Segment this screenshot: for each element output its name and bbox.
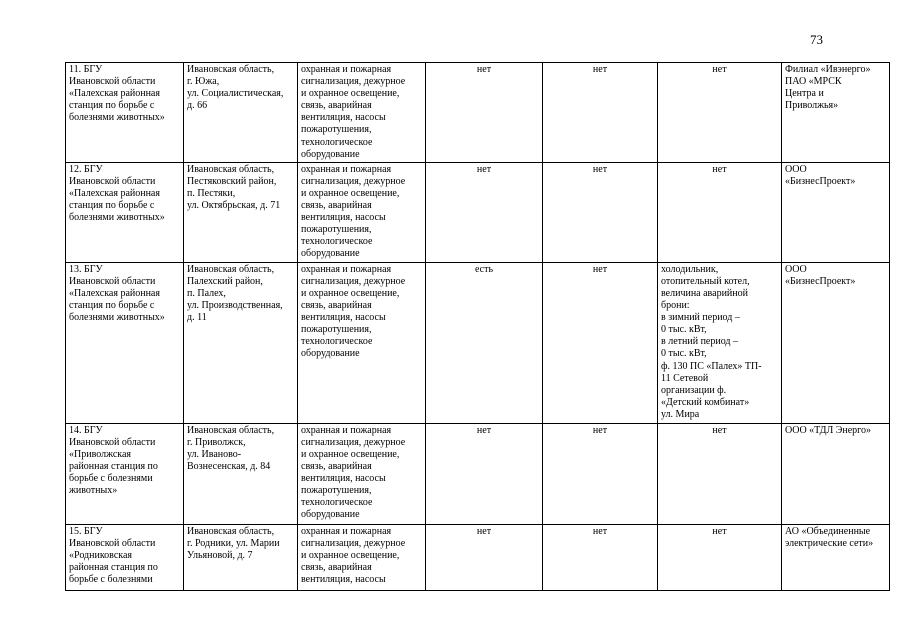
col5-cell: нет [543,162,658,262]
col4-cell: нет [426,423,543,524]
col5-cell: нет [543,262,658,423]
org-cell: 13. БГУ Ивановской области «Палехская районная станция по борьбе с болезнями животных» [66,262,184,423]
org-cell: 14. БГУ Ивановской области «Приволжская районная станция по борьбе с болезнями животных» [66,423,184,524]
col6-cell: нет [658,63,782,163]
address-cell: Ивановская область, Пестяковский район, п. Пестяки, ул. Октябрьская, д. 71 [184,162,298,262]
org-cell: 15. БГУ Ивановской области «Родниковская районная станция по борьбе с болезнями [66,524,184,590]
org-cell: 12. БГУ Ивановской области «Палехская районная станция по борьбе с болезнями животных» [66,162,184,262]
col5-cell: нет [543,423,658,524]
table-row [66,524,890,590]
org-cell: 11. БГУ Ивановской области «Палехская районная станция по борьбе с болезнями животных» [66,63,184,163]
address-cell: Ивановская область, Палехский район, п. Палех, ул. Производственная, д. 11 [184,262,298,423]
systems-cell: охранная и пожарная сигнализация, дежурное и охранное освещение, связь, аварийная вентиляция, насосы пожаротушения, технологическое оборудование [298,162,426,262]
table-row [66,162,890,262]
supplier-cell: ООО «БизнесПроект» [782,162,890,262]
col4-cell: нет [426,524,543,590]
col4-cell: нет [426,162,543,262]
address-cell: Ивановская область, г. Родники, ул. Марии Ульяновой, д. 7 [184,524,298,590]
supplier-cell: ООО «ТДЛ Энерго» [782,423,890,524]
col5-cell: нет [543,524,658,590]
col5-cell: нет [543,63,658,163]
facilities-table [65,62,890,591]
table-row [66,63,890,163]
address-cell: Ивановская область, г. Южа, ул. Социалистическая, д. 66 [184,63,298,163]
systems-cell: охранная и пожарная сигнализация, дежурное и охранное освещение, связь, аварийная вентиляция, насосы пожаротушения, технологическое оборудование [298,262,426,423]
systems-cell: охранная и пожарная сигнализация, дежурное и охранное освещение, связь, аварийная вентиляция, насосы пожаротушения, технологическое оборудование [298,63,426,163]
col6-cell: нет [658,162,782,262]
col6-cell: нет [658,524,782,590]
table-row [66,262,890,423]
col6-cell: нет [658,423,782,524]
address-cell: Ивановская область, г. Приволжск, ул. Иваново- Вознесенская, д. 84 [184,423,298,524]
col4-cell: есть [426,262,543,423]
table-row [66,423,890,524]
systems-cell: охранная и пожарная сигнализация, дежурное и охранное освещение, связь, аварийная вентиляция, насосы пожаротушения, технологическое оборудование [298,423,426,524]
supplier-cell: ООО «БизнесПроект» [782,262,890,423]
systems-cell: охранная и пожарная сигнализация, дежурное и охранное освещение, связь, аварийная вентиляция, насосы [298,524,426,590]
supplier-cell: АО «Объединенные электрические сети» [782,524,890,590]
col6-cell: холодильник, отопительный котел, величина аварийной брони: в зимний период – 0 тыс. кВт, в летний период – 0 тыс. кВт, ф. 130 ПС «Палех» ТП- 11 Сетевой организации ф. «Детский комбинат» ул. Мира [658,262,782,423]
col4-cell: нет [426,63,543,163]
supplier-cell: Филиал «Ивэнерго» ПАО «МРСК Центра и Приволжья» [782,63,890,163]
page-number: 73 [810,32,823,47]
